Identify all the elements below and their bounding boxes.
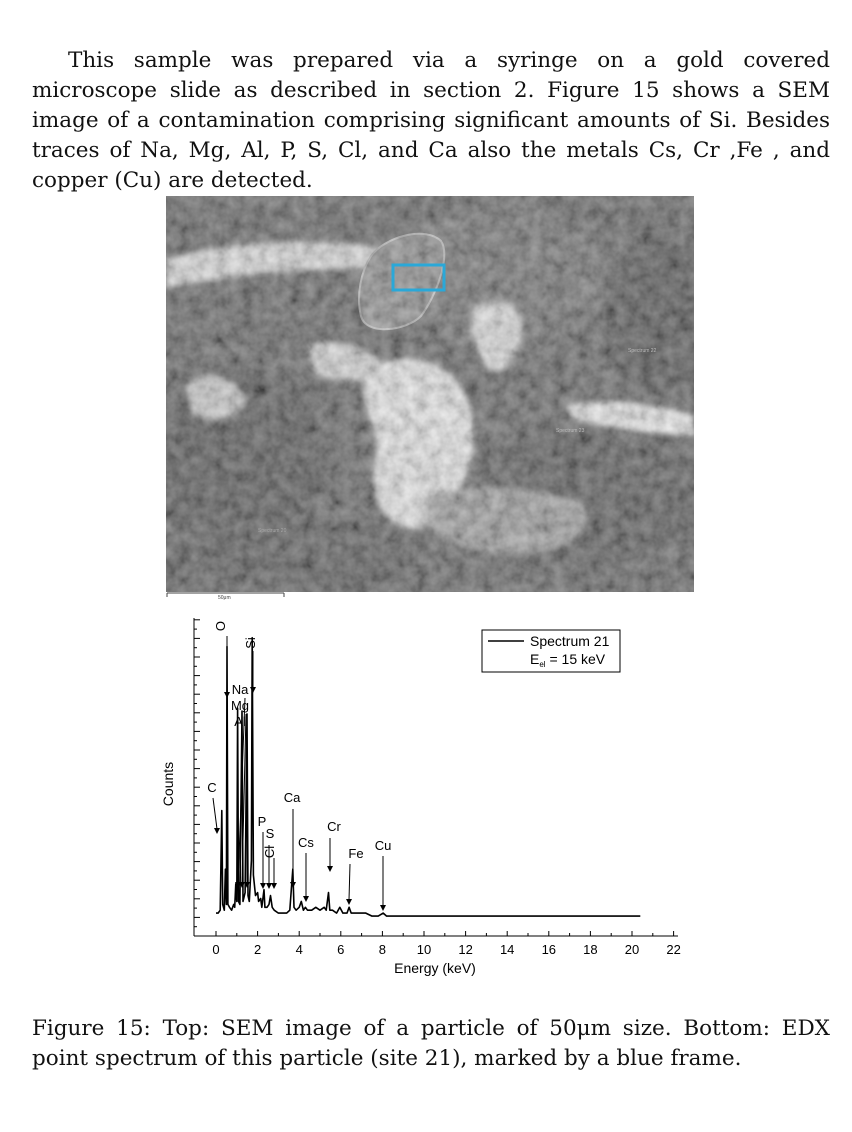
y-axis-label: Counts	[160, 761, 176, 807]
x-tick-label: 14	[499, 942, 515, 957]
legend	[482, 630, 620, 672]
peak-label-c: C	[207, 780, 217, 795]
peak-arrowhead-cu	[380, 905, 386, 911]
peak-arrow-c	[213, 798, 217, 829]
x-tick-label: 8	[378, 942, 387, 957]
intro-paragraph	[32, 46, 830, 196]
scale-bar-label: 50μm	[218, 595, 231, 601]
peak-arrowhead-c	[214, 828, 220, 834]
legend-series-name: Spectrum 21	[530, 633, 610, 649]
peak-label-p: P	[257, 814, 267, 829]
sem-micrograph	[166, 196, 694, 592]
peak-arrowhead-o	[224, 692, 230, 698]
spectrum-line	[216, 638, 640, 916]
peak-arrowhead-p	[260, 883, 266, 889]
x-tick-label: 18	[583, 942, 598, 957]
edx-spectrum-chart	[150, 606, 690, 988]
spot-label-1: Spectrum 22	[628, 348, 657, 354]
peak-label-o: O	[213, 620, 228, 632]
x-axis-ticks	[216, 931, 674, 936]
peak-label-al: Al	[234, 714, 246, 729]
x-tick-label: 2	[253, 942, 262, 957]
peak-arrowhead-cl	[271, 883, 277, 889]
peak-label-cu: Cu	[374, 838, 392, 853]
peak-label-fe: Fe	[348, 846, 364, 861]
peak-annotations	[207, 621, 391, 911]
x-tick-label: 20	[624, 942, 640, 957]
scale-bar	[166, 592, 286, 606]
x-tick-label: 12	[458, 942, 473, 957]
x-axis-tick-labels	[212, 942, 680, 957]
peak-label-s: S	[265, 826, 275, 841]
x-tick-label: 6	[337, 942, 345, 957]
x-tick-label: 16	[541, 942, 557, 957]
x-tick-label: 4	[295, 942, 303, 957]
figure-caption	[32, 1014, 830, 1074]
peak-label-cl: Cl	[262, 845, 277, 859]
peak-arrowhead-s	[266, 883, 272, 889]
peak-arrowhead-cs	[303, 896, 309, 902]
peak-label-mg: Mg	[230, 698, 250, 713]
legend-energy: $E_{el} = 15$ keV	[530, 651, 606, 669]
intro-text: This sample was prepared via a syringe on a gold covered microscope slide as described in section 2. Figure 15 shows a SEM image of a contamination comprising significant amounts of Si. Besides traces of Na, Mg, Al, P, S, Cl, and Ca also the metals Cs, Cr ,Fe , and copper (Cu) are detected.	[32, 48, 830, 193]
peak-label-ca: Ca	[283, 790, 301, 805]
peak-arrowhead-cr	[327, 866, 333, 872]
caption-text: Figure 15: Top: SEM image of a particle of 50μm size. Bottom: EDX point spectrum of this particle (site 21), marked by a blue frame.	[32, 1016, 830, 1071]
peak-arrowhead-si	[250, 687, 256, 693]
peak-label-si: Si	[243, 637, 258, 649]
spot-label-3: Spectrum 20	[258, 528, 287, 534]
spot-label-2: Spectrum 23	[556, 428, 585, 434]
x-axis-label: Energy (keV)	[394, 960, 476, 976]
peak-label-na: Na	[231, 682, 249, 697]
y-axis-ticks	[194, 620, 200, 936]
x-tick-label: 0	[212, 942, 220, 957]
peak-label-cr: Cr	[327, 819, 341, 834]
peak-label-cs: Cs	[298, 835, 314, 850]
peak-arrowhead-fe	[346, 899, 352, 905]
x-tick-label: 22	[666, 942, 681, 957]
x-tick-label: 10	[416, 942, 432, 957]
peak-arrow-fe	[349, 864, 350, 900]
